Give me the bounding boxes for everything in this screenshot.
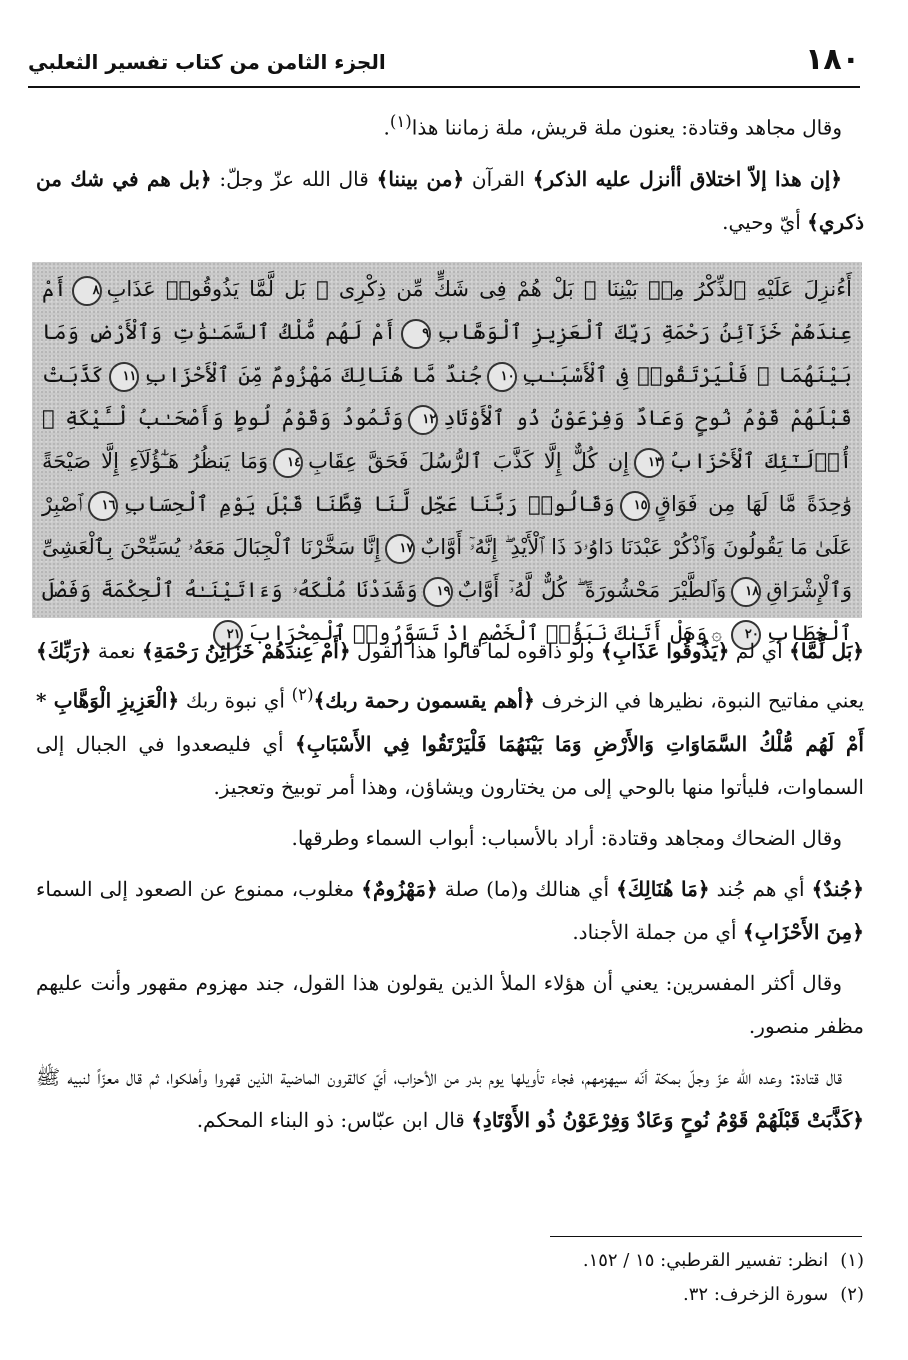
verse-11-text: جُندٌ مَّا هُنَالِكَ مَهْزُومٌ مِّنَ ٱلْأَحْزَابِ bbox=[143, 363, 482, 387]
verse-number-8: ٨ bbox=[72, 276, 102, 306]
verse-number-10: ١٠ bbox=[487, 362, 517, 392]
verse-20-text: وَشَدَدْنَا مُلْكَهُۥ وَءَاتَيْنَـٰهُ ٱلْحِكْمَةَ وَفَصْلَ ٱلْخِطَابِ bbox=[42, 578, 852, 645]
footnote-divider bbox=[550, 1236, 862, 1237]
verse-14-text: إِن كُلٌّ إِلَّا كَذَّبَ ٱلرُّسُلَ فَحَقَّ عِقَابِ bbox=[308, 449, 629, 473]
page-number: ١٨٠ bbox=[805, 42, 860, 77]
footnotes bbox=[40, 1244, 864, 1312]
verse-15-text: وَمَا يَنظُرُ هَـٰٓؤُلَآءِ إِلَّا صَيْحَةً وَٰحِدَةً مَّا لَهَا مِن فَوَاقٍ bbox=[42, 449, 852, 516]
verse-18-text: إِنَّا سَخَّرْنَا ٱلْجِبَالَ مَعَهُۥ يُسَبِّحْنَ بِٱلْعَشِىِّ وَٱلْإِشْرَاقِ bbox=[42, 535, 852, 602]
paragraph-bal-lamma: ﴿بَل لَّمَّا﴾ أي لم ﴿يَذُوقُوا عَذَابِ﴾ ولو ذاقوه لما قالوا هذا القول ﴿أَمْ عِندَهُمْ خَزَائِنُ رَحْمَةِ﴾ نعمة ﴿رَبِّكَ﴾ يعني مفاتيح النبوة، نظيرها في الزخرف ﴿أهم يقسمون رحمة ربك﴾$^{(٢)}$ أي نبوة ربك ﴿الْعَزِيزِ الْوَهَّابِ * أَمْ لَهُم مُّلْكُ السَّمَاوَاتِ وَالأَرْضِ وَمَا بَيْنَهُمَا فَلْيَرْتَقُوا فِي الأَسْبَابِ﴾ أي فليصعدوا في الجبال إلى السماوات، فليأتوا منها بالوحي إلى من يختارون ويشاؤن، وهذا أمر توبيخ وتعجيز. bbox=[36, 639, 865, 799]
footnote-1: (١)انظر: تفسير القرطبي: ١٥ / ١٥٢. bbox=[582, 1250, 864, 1271]
verse-number-15: ١٥ bbox=[620, 491, 650, 521]
verse-21-text: وَهَلْ أَتَىٰكَ نَبَؤُا۟ ٱلْخَصْمِ إِذْ تَسَوَّرُوا۟ ٱلْمِحْرَابَ bbox=[247, 621, 708, 645]
paragraph-dahhak: وقال الضحاك ومجاهد وقتادة: أراد بالأسباب: أبواب السماء وطرقها. bbox=[291, 825, 842, 850]
verse-10-text: أَمْ لَهُم مُّلْكُ ٱلسَّمَـٰوَٰتِ وَٱلْأَرْضِ وَمَا بَيْنَهُمَا ۖ فَلْيَرْتَقُوا۟ فِى ٱلْأَسْبَـٰبِ bbox=[42, 320, 852, 387]
verse-number-16: ١٦ bbox=[88, 491, 118, 521]
verse-13-text: وَثَمُودُ وَقَوْمُ لُوطٍ وَأَصْحَـٰبُ لْـَٔيْكَةِ ۚ أُو۟لَـٰٓئِكَ ٱلْأَحْزَابُ bbox=[42, 406, 852, 473]
verse-number-20: ٢٠ bbox=[731, 620, 761, 650]
verse-number-19: ١٩ bbox=[423, 577, 453, 607]
paragraph-ikhtilaq: ﴿إن هذا إلاّ اختلاق أأنزل عليه الذكر﴾ القرآن ﴿من بيننا﴾ قال الله عزّ وجلّ: ﴿بل هم في شك من ذكري﴾ أيّ وحيي. bbox=[36, 166, 864, 234]
paragraph-jund: ﴿جُندٌ﴾ أي هم جُند ﴿مَا هُنَالِكَ﴾ أي هنالك و(ما) صلة ﴿مَهْزُومٌ﴾ مغلوب، ممنوع عن الصعود إلى السماء ﴿مِنَ الأَحْزَابِ﴾ أي من جملة الأجناد. bbox=[36, 876, 864, 944]
verse-number-11: ١١ bbox=[109, 362, 139, 392]
paragraph-mujahid: وقال مجاهد وقتادة: يعنون ملة قريش، ملة زماننا هذا$^{(١)}$. bbox=[383, 112, 842, 140]
verse-19-text: وَٱلطَّيْرَ مَحْشُورَةً ۖ كُلٌّ لَّهُۥٓ أَوَّابٌ bbox=[457, 578, 727, 602]
hizb-star-icon: ۞ bbox=[711, 624, 722, 645]
page-header bbox=[28, 40, 860, 88]
verse-number-14: ١٤ bbox=[273, 448, 303, 478]
verse-number-21: ٢١ bbox=[213, 620, 243, 650]
commentary-text bbox=[36, 630, 864, 1142]
verse-16-text: وَقَالُوا۟ رَبَّنَا عَجِّل لَّنَا قِطَّنَا قَبْلَ يَوْمِ ٱلْحِسَابِ bbox=[122, 492, 615, 516]
footnote-2: (٢)سورة الزخرف: ٣٢. bbox=[683, 1284, 864, 1305]
footnote-ref-1: (١) bbox=[389, 112, 412, 131]
paragraph-qatada: قال قتادة: وعده الله عزّ وجلّ بمكة أنّه سيهزمهم، فجاء تأويلها يوم بدر من الأحزاب، أيّ كالقرون الماضية الذين قهروا وأهلكوا، ثم قال معزّاً لنبيه ﷺ ﴿كَذَّبَتْ قَبْلَهُمْ قَوْمُ نُوحٍ وَعَادٌ وَفِرْعَوْنُ ذُو الأَوْتَادِ﴾ قال ابن عبّاس: ذو البناء المحكم. bbox=[36, 1064, 864, 1132]
verse-9-text: أَمْ عِندَهُمْ خَزَآئِنُ رَحْمَةِ رَبِّكَ ٱلْعَزِيزِ ٱلْوَهَّابِ bbox=[42, 277, 852, 344]
quran-verses-box bbox=[32, 262, 862, 645]
running-title: الجزء الثامن من كتاب تفسير الثعلبي bbox=[28, 50, 386, 74]
paragraph-mufassirin: وقال أكثر المفسرين: يعني أن هؤلاء الملأ الذين يقولون هذا القول، جند مهزوم مقهور وأنت عليهم مظفر منصور. bbox=[36, 970, 864, 1038]
verse-number-17: ١٧ bbox=[385, 534, 415, 564]
verse-17-text: ٱصْبِرْ عَلَىٰ مَا يَقُولُونَ وَٱذْكُرْ عَبْدَنَا دَاوُۥدَ ذَا ٱلْأَيْدِ ۖ إِنَّهُۥٓ أَوَّابٌ bbox=[42, 492, 852, 559]
verse-12-text: كَذَّبَتْ قَبْلَهُمْ قَوْمُ نُوحٍ وَعَادٌ وَفِرْعَوْنُ ذُو ٱلْأَوْتَادِ bbox=[42, 363, 852, 430]
verse-number-13: ١٣ bbox=[634, 448, 664, 478]
verse-number-12: ١٢ bbox=[408, 405, 438, 435]
intro-text bbox=[36, 100, 864, 244]
verse-number-18: ١٨ bbox=[731, 577, 761, 607]
verse-number-9: ٩ bbox=[401, 319, 431, 349]
verse-8-text: أَءُنزِلَ عَلَيْهِ ٱلذِّكْرُ مِنۢ بَيْنِنَا ۚ بَلْ هُمْ فِى شَكٍّ مِّن ذِكْرِى ۖ بَل لَّمَّا يَذُوقُوا۟ عَذَابِ bbox=[106, 277, 852, 301]
footnote-ref-2: (٢) bbox=[291, 685, 314, 704]
